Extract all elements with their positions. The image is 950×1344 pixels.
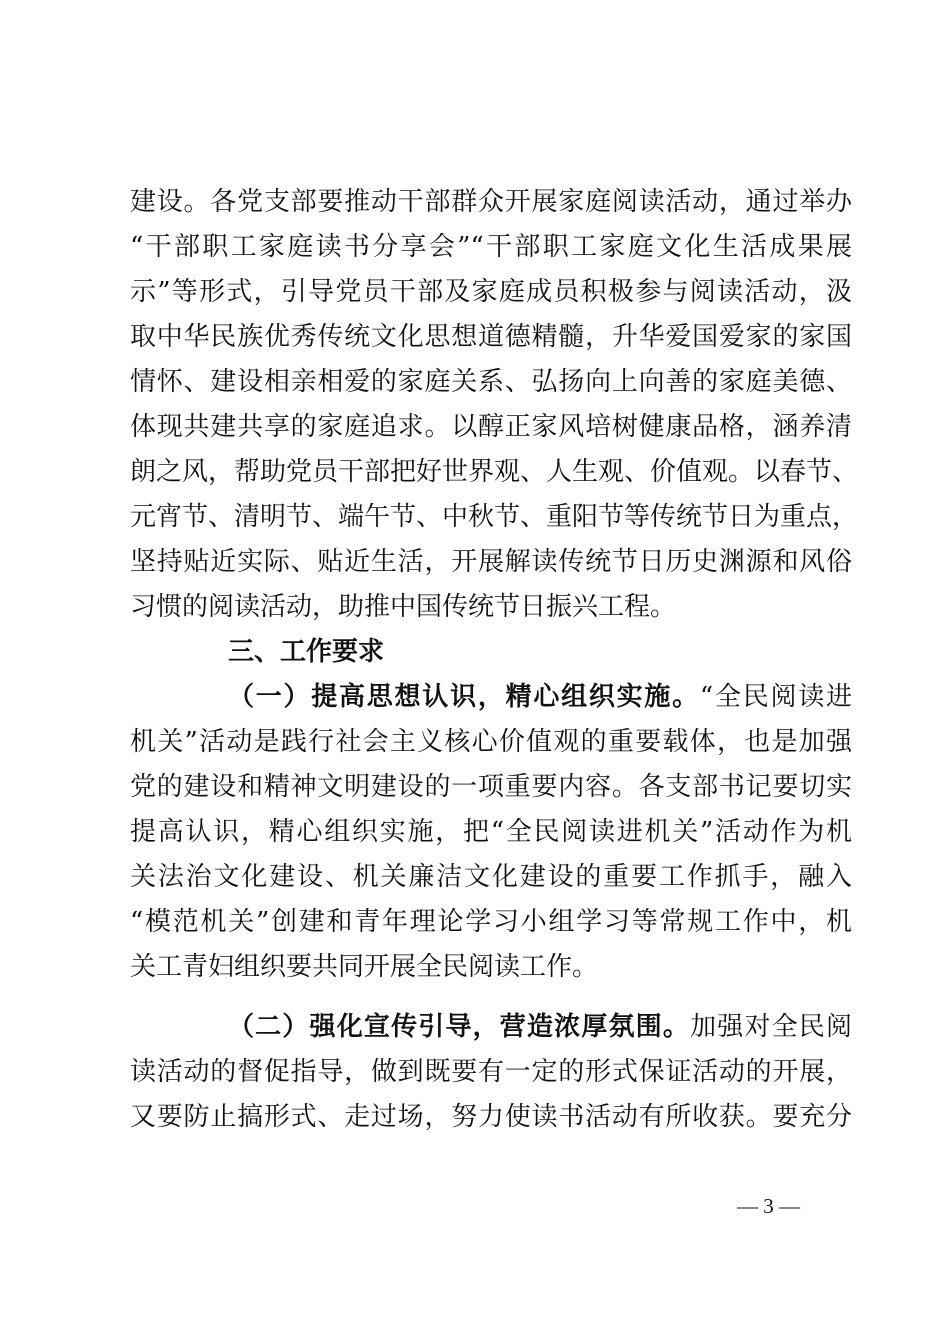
subsection-2-first-line (228, 1012, 852, 1042)
subsection-2-first-text: 加强对全民阅 (690, 1012, 852, 1042)
paragraph-line: 朗之风，帮助党员干部把好世界观、人生观、价值观。以春节、 (130, 457, 859, 487)
paragraph-line: 提高认识，精心组织实施，把“全民阅读进机关”活动作为机 (130, 817, 852, 847)
paragraph-line: 建设。各党支部要推动干部群众开展家庭阅读活动，通过举办 (130, 187, 852, 217)
paragraph-line: 关法治文化建设、机关廉洁文化建设的重要工作抓手，融入 (130, 862, 852, 892)
paragraph-line: 读活动的督促指导，做到既要有一定的形式保证活动的开展， (130, 1057, 852, 1087)
paragraph-line: 示”等形式，引导党员干部及家庭成员积极参与阅读活动，汲 (130, 277, 852, 307)
paragraph-line: 习惯的阅读活动，助推中国传统节日振兴工程。 (130, 592, 677, 622)
subsection-1-first-text: “全民阅读进 (699, 682, 852, 712)
paragraph-line: 取中华民族优秀传统文化思想道德精髓，升华爱国爱家的家国 (130, 322, 852, 352)
section-heading: 三、工作要求 (228, 637, 385, 667)
subsection-1-first-line (228, 682, 852, 712)
paragraph-line: 又要防止搞形式、走过场，努力使读书活动有所收获。要充分 (130, 1102, 852, 1132)
subsection-1-title: （一）提高思想认识，精心组织实施。 (228, 682, 700, 712)
paragraph-line: 坚持贴近实际、贴近生活，开展解读传统节日历史渊源和风俗 (130, 547, 852, 577)
paragraph-line: 元宵节、清明节、端午节、中秋节、重阳节等传统节日为重点， (130, 502, 859, 532)
paragraph-line: “干部职工家庭读书分享会”“干部职工家庭文化生活成果展 (130, 232, 852, 262)
paragraph-line: 关工青妇组织要共同开展全民阅读工作。 (130, 952, 599, 982)
paragraph-line: “模范机关”创建和青年理论学习小组学习等常规工作中，机 (130, 907, 852, 937)
subsection-2-title: （二）强化宣传引导，营造浓厚氛围。 (228, 1012, 691, 1042)
paragraph-line: 体现共建共享的家庭追求。以醇正家风培树健康品格，涵养清 (130, 412, 852, 442)
paragraph-line: 情怀、建设相亲相爱的家庭关系、弘扬向上向善的家庭美德、 (130, 367, 852, 397)
page-number: — 3 — (737, 1194, 800, 1218)
paragraph-line: 党的建设和精神文明建设的一项重要内容。各支部书记要切实 (130, 772, 852, 802)
paragraph-line: 机关”活动是践行社会主义核心价值观的重要载体，也是加强 (130, 727, 852, 757)
